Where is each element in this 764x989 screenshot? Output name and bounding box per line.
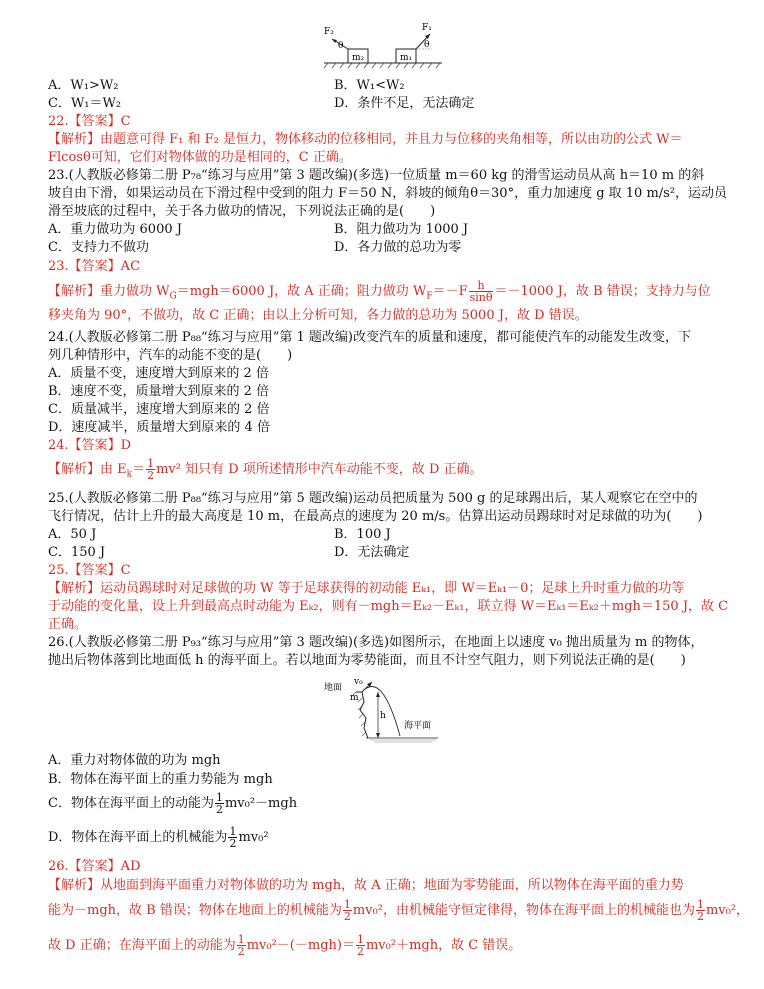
- theta-label-left: θ: [338, 41, 344, 51]
- q24-analysis: 【解析】由 $E_k=$ $\frac{1}{2}$ mv² 知只有 D 项所述情形中汽车动能不变，故 D 正确。: [48, 457, 483, 482]
- q23-option-d: D．各力做的总功为零: [334, 240, 462, 255]
- v0-label: v₀: [354, 677, 363, 687]
- q22-answer: 22.【答案】C: [48, 114, 131, 129]
- q25-option-c: C．150 J: [48, 545, 106, 560]
- q22-force-figure: [322, 22, 444, 70]
- q23-stem-line1: 23.(人教版必修第二册 P₇₈“练习与应用”第 3 题改编)(多选)一位质量 m＝60 kg 的滑雪运动员从高 h＝10 m 的斜: [48, 168, 705, 183]
- q22-analysis-line1: 【解析】由题意可得 F₁ 和 F₂ 是恒力，物体移动的位移相同，并且力与位移的夹角相等，所以由功的公式 W＝: [48, 132, 683, 147]
- height-label: h: [380, 711, 386, 721]
- q26-stem-line1: 26.(人教版必修第二册 P₉₃“练习与应用”第 3 题改编)(多选)如图所示，在地面上以速度 v₀ 抛出质量为 m 的物体，: [48, 635, 704, 650]
- q22-option-d: D．条件不足，无法确定: [334, 96, 475, 111]
- q23-option-c: C．支持力不做功: [48, 240, 149, 255]
- q23-stem-line3: 滑至坡底的过程中，关于各力做功的情况，下列说法正确的是( ): [48, 204, 436, 219]
- q23-analysis-line2: 移夹角为 90°，不做功，故 C 正确；由以上分析可知，各力做的总功为 5000 J，故 D 错误。: [48, 308, 588, 323]
- q23-answer: 23.【答案】AC: [48, 259, 141, 274]
- q23-option-a: A．重力做功为 6000 J: [48, 222, 182, 237]
- q23-fraction: $\frac{h}{\sin\theta}$: [469, 279, 493, 304]
- f1-label: F₁: [422, 23, 432, 33]
- mass-label: m: [350, 693, 359, 703]
- q25-analysis-line2: 于动能的变化量，设上升到最高点时动能为 Eₖ₂，则有－mgh＝Eₖ₂－Eₖ₁，联立得 W＝Eₖ₁＝Eₖ₂＋mgh＝150 J，故 C: [48, 599, 729, 614]
- q23-stem-line2: 坡自由下滑，如果运动员在下滑过程中受到的阻力 F＝50 N，斜坡的倾角θ＝30°，重力加速度 g 取 10 m/s²，运动员: [48, 186, 728, 201]
- q25-answer: 25.【答案】C: [48, 563, 131, 578]
- q23-option-b: B．阻力做功为 1000 J: [334, 222, 469, 237]
- q26-analysis-line3: 故 D 正确；在海平面上的动能为 $\frac{1}{2}$ mv₀²－(－mgh)＝ $\frac{1}{2}$ mv₀²＋mgh，故 C 错误。: [48, 933, 522, 958]
- q26-answer: 26.【答案】AD: [48, 859, 141, 874]
- q24-stem-line2: 列几种情形中，汽车的动能不变的是( ): [48, 348, 293, 363]
- q22-analysis-line2: Flcosθ可知，它们对物体做的功是相同的，C 正确。: [48, 150, 352, 165]
- q22-option-a: A．W₁>W₂: [48, 78, 119, 93]
- sea-level-label: 海平面: [404, 721, 432, 731]
- q26-option-a: A．重力对物体做的功为 mgh: [48, 753, 221, 768]
- q25-analysis-line1: 【解析】运动员踢球时对足球做的功 W 等于足球获得的初动能 Eₖ₁，即 W＝Eₖ₁－0；足球上升时重力做的功等: [48, 581, 685, 596]
- q25-analysis-line3: 正确。: [48, 617, 88, 632]
- q25-stem-line1: 25.(人教版必修第二册 P₈₈“练习与应用”第 5 题改编)运动员把质量为 500 g 的足球踢出后，某人观察它在空中的: [48, 491, 698, 506]
- q26-analysis-fraction-3: $\frac{1}{2}$: [237, 933, 245, 958]
- q24-answer: 24.【答案】D: [48, 438, 132, 453]
- m2-label: m₂: [352, 53, 365, 63]
- q25-stem-line2: 飞行情况，估计上升的最大高度是 10 m，在最高点的速度为 20 m/s。估算出运动员踢球时对足球做的功为( ): [48, 509, 703, 524]
- q26-option-b: B．物体在海平面上的重力势能为 mgh: [48, 772, 273, 787]
- q24-option-b: B．速度不变，质量增大到原来的 2 倍: [48, 384, 270, 399]
- q26-analysis-line2: 能为－mgh，故 B 错误；物体在地面上的机械能为 $\frac{1}{2}$ mv₀²，由机械能守恒定律得，物体在海平面上的机械能也为 $\frac{1}{2}$ mv₀²，: [48, 898, 750, 923]
- q24-option-d: D．速度减半，质量增大到原来的 4 倍: [48, 420, 270, 435]
- q26-option-d: D．物体在海平面上的机械能为 $\frac{1}{2}$ mv₀²: [48, 825, 269, 850]
- q26-analysis-fraction-1: $\frac{1}{2}$: [343, 898, 351, 923]
- q26-option-c: C．物体在海平面上的动能为 $\frac{1}{2}$ mv₀²－mgh: [48, 791, 298, 816]
- q25-option-b: B．100 J: [334, 527, 391, 542]
- q22-option-b: B．W₁<W₂: [334, 78, 405, 93]
- q26-stem-line2: 抛出后物体落到比地面低 h 的海平面上。若以地面为零势能面，而且不计空气阻力，则下列说法正确的是( ): [48, 653, 686, 668]
- q26-analysis-line1: 【解析】从地面到海平面重力对物体做的功为 mgh，故 A 正确；地面为零势能面，所以物体在海平面的重力势: [48, 878, 684, 893]
- q26-analysis-fraction-2: $\frac{1}{2}$: [696, 898, 704, 923]
- q25-option-d: D．无法确定: [334, 545, 410, 560]
- q22-option-c: C．W₁＝W₂: [48, 96, 122, 111]
- m1-label: m₁: [400, 53, 413, 63]
- q24-option-a: A．质量不变，速度增大到原来的 2 倍: [48, 366, 269, 381]
- f2-label: F₂: [324, 27, 334, 37]
- q24-fraction: $\frac{1}{2}$: [147, 457, 155, 482]
- q25-option-a: A．50 J: [48, 527, 97, 542]
- q24-stem-line1: 24.(人教版必修第二册 P₈₈“练习与应用”第 1 题改编)改变汽车的质量和速度，都可能使汽车的动能发生改变，下: [48, 330, 691, 345]
- theta-label-right: θ: [424, 40, 430, 50]
- q26-analysis-fraction-4: $\frac{1}{2}$: [356, 933, 364, 958]
- q26-option-d-fraction: $\frac{1}{2}$: [229, 825, 237, 850]
- q26-projectile-figure: [320, 676, 454, 744]
- q23-analysis-line1: 【解析】重力做功 $W_G=mgh=6000$ J，故 A 正确；阻力做功 $W_F=-F$ $\frac{h}{\sin\theta}$ ＝－1000 J，故 B 错误；支持力与位: [48, 279, 711, 304]
- q26-option-c-fraction: $\frac{1}{2}$: [215, 791, 223, 816]
- q24-option-c: C．质量减半，速度增大到原来的 2 倍: [48, 402, 270, 417]
- ground-label: 地面: [324, 683, 343, 693]
